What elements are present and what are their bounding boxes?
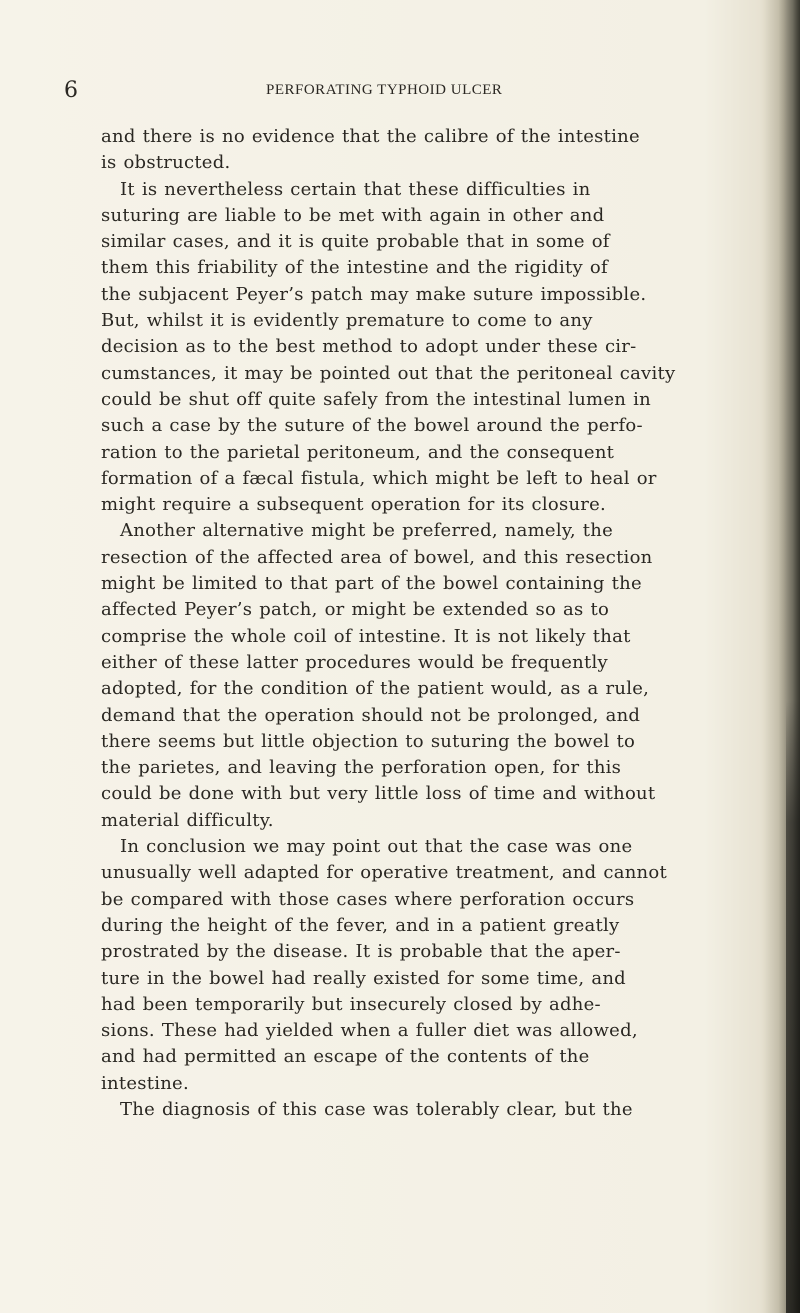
text-line: might require a subsequent operation for its closure. xyxy=(101,494,607,516)
text-line: could be shut off quite safely from the intestinal lumen in xyxy=(101,388,651,410)
text-line: the parietes, and leaving the perforation open, for this xyxy=(101,757,622,779)
text-line: It is nevertheless certain that these difficulties in xyxy=(120,178,591,200)
page-header xyxy=(64,78,724,106)
text-line: comprise the whole coil of intestine. It is not likely that xyxy=(101,625,631,647)
text-line: demand that the operation should not be prolonged, and xyxy=(101,704,641,726)
text-line: unusually well adapted for operative treatment, and cannot xyxy=(101,862,667,884)
text-line: ture in the bowel had really existed for some time, and xyxy=(101,967,626,989)
text-line: intestine. xyxy=(101,1072,189,1094)
text-line: during the height of the fever, and in a patient greatly xyxy=(101,914,620,936)
text-line: material difficulty. xyxy=(101,809,274,831)
text-line: adopted, for the condition of the patient would, as a rule, xyxy=(101,678,650,700)
text-line: But, whilst it is evidently premature to come to any xyxy=(101,310,593,332)
text-line: formation of a fæcal fistula, which might be left to heal or xyxy=(101,467,657,489)
text-line: Another alternative might be preferred, namely, the xyxy=(120,520,614,542)
text-line: be compared with those cases where perforation occurs xyxy=(101,888,635,910)
text-line: decision as to the best method to adopt under these cir- xyxy=(101,336,637,358)
text-line: The diagnosis of this case was tolerably clear, but the xyxy=(120,1098,633,1120)
text-line: resection of the affected area of bowel, and this resection xyxy=(101,546,653,568)
text-line: them this friability of the intestine and the rigidity of xyxy=(101,257,608,279)
text-line: either of these latter procedures would be frequently xyxy=(101,651,608,673)
text-line: might be limited to that part of the bowel containing the xyxy=(101,573,642,595)
running-head: PERFORATING TYPHOID ULCER xyxy=(266,82,503,98)
text-line: prostrated by the disease. It is probable that the aper- xyxy=(101,941,621,963)
text-line: ration to the parietal peritoneum, and the consequent xyxy=(101,441,615,463)
text-line: and had permitted an escape of the contents of the xyxy=(101,1046,590,1068)
text-line: similar cases, and it is quite probable that in some of xyxy=(101,231,610,253)
text-line: suturing are liable to be met with again in other and xyxy=(101,204,605,226)
text-line: and there is no evidence that the calibre of the intestine xyxy=(101,126,640,147)
text-line: In conclusion we may point out that the case was one xyxy=(120,836,633,858)
text-line: affected Peyer’s patch, or might be extended so as to xyxy=(101,599,610,621)
text-line: there seems but little objection to suturing the bowel to xyxy=(101,730,636,752)
text-line: sions. These had yielded when a fuller diet was allowed, xyxy=(101,1020,638,1042)
text-line: could be done with but very little loss of time and without xyxy=(101,783,656,805)
binding-shadow xyxy=(786,700,800,1313)
text-line: such a case by the suture of the bowel around the perfo- xyxy=(101,415,643,437)
page-number: 6 xyxy=(64,78,78,103)
text-line: cumstances, it may be pointed out that the peritoneal cavity xyxy=(101,362,676,384)
body-text xyxy=(101,124,761,1123)
text-line: is obstructed. xyxy=(101,152,231,174)
text-line: the subjacent Peyer’s patch may make suture impossible. xyxy=(101,283,647,305)
text-line: had been temporarily but insecurely closed by adhe- xyxy=(101,993,601,1015)
